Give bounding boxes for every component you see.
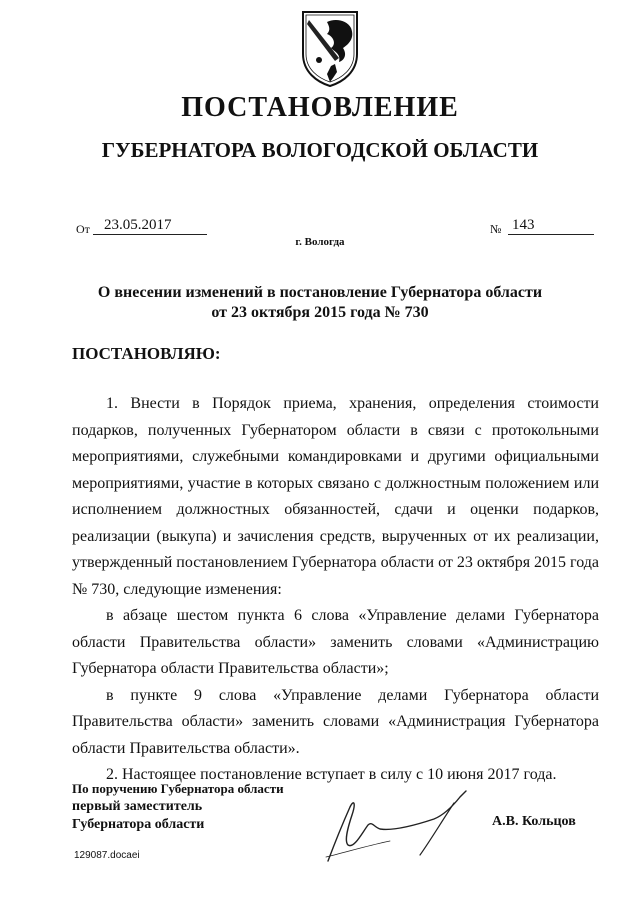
paragraph: в пункте 9 слова «Управление делами Губернатора области Правительства области» заменить словами «Администрация Губернатора области Правительства области». bbox=[72, 686, 599, 757]
number-value: 143 bbox=[512, 217, 535, 233]
signer-position bbox=[72, 780, 284, 834]
paragraph: в абзаце шестом пункта 6 слова «Управление делами Губернатора области Правительства области» заменить словами «Администрацию Губернатора области Правительства области»; bbox=[72, 607, 599, 677]
date-value: 23.05.2017 bbox=[104, 217, 172, 233]
document-subject bbox=[90, 283, 550, 323]
city-label: г. Вологда bbox=[295, 236, 345, 248]
date-label: От bbox=[76, 222, 90, 236]
signer-name: А.В. Кольцов bbox=[492, 814, 576, 829]
document-subtitle: ГУБЕРНАТОРА ВОЛОГОДСКОЙ ОБЛАСТИ bbox=[101, 138, 539, 162]
coat-of-arms-icon bbox=[299, 8, 361, 88]
paragraph: 1. Внести в Порядок приема, хранения, определения стоимости подарков, полученных Губернатором области в связи с протокольными мероприятиями, служебными командировками и другими официальными мероприятиями, участие в которых связано с должностным положением или исполнением должностных обязанностей, сдачи и оценки подарков, реализации (выкупа) и зачисления средств, вырученных от их реализации, утвержденный постановлением Губернатора области от 23 октября 2015 года № 730, следующие изменения: bbox=[72, 395, 599, 598]
signer-line-3: Губернатора области bbox=[72, 817, 205, 832]
signer-line-2: первый заместитель bbox=[72, 799, 203, 814]
document-body bbox=[72, 391, 599, 789]
paragraph: 2. Настоящее постановление вступает в силу с 10 июня 2017 года. bbox=[106, 766, 557, 783]
signature-icon bbox=[320, 785, 475, 865]
document-reference: 129087.docaei bbox=[74, 850, 140, 861]
number-underline bbox=[508, 234, 594, 235]
subject-line-1: О внесении изменений в постановление Губернатора области bbox=[97, 284, 543, 301]
number-label: № bbox=[490, 222, 502, 236]
signer-line-1: По поручению Губернатора области bbox=[72, 781, 284, 796]
decree-word: ПОСТАНОВЛЯЮ: bbox=[72, 344, 221, 363]
subject-line-2: от 23 октября 2015 года № 730 bbox=[211, 304, 429, 321]
date-underline bbox=[93, 234, 207, 235]
document-title: ПОСТАНОВЛЕНИЕ bbox=[181, 92, 459, 123]
